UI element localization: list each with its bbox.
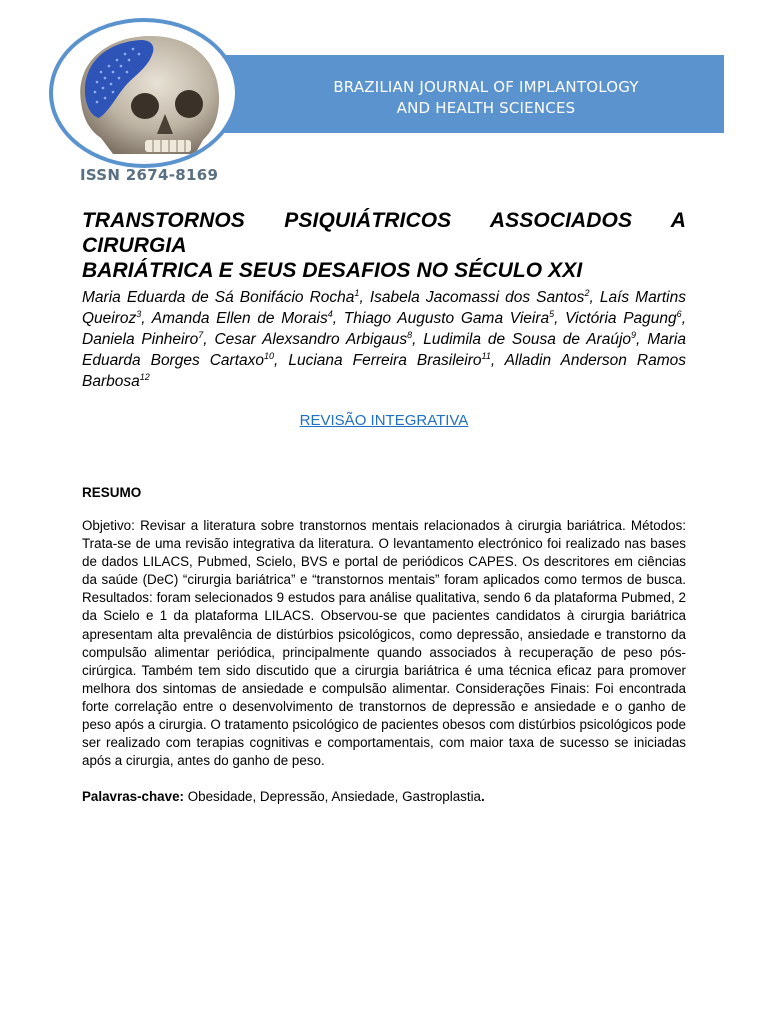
journal-title-line2: AND HEALTH SCIENCES (396, 99, 576, 117)
author-name: Thiago Augusto Gama Vieira (343, 310, 550, 327)
author-name: Maria Eduarda Borges Cartaxo (82, 331, 686, 369)
journal-title (296, 77, 676, 119)
author-affiliation-number: 6 (676, 308, 682, 319)
article-title-line1: TRANSTORNOS PSIQUIÁTRICOS ASSOCIADOS A CIRURGIA (82, 209, 686, 257)
author-name: Maria Eduarda de Sá Bonifácio Rocha (82, 289, 355, 306)
author-affiliation-number: 2 (584, 287, 590, 298)
journal-title-line1: BRAZILIAN JOURNAL OF IMPLANTOLOGY (333, 78, 639, 96)
article-title (82, 208, 686, 283)
author-affiliation-number: 4 (327, 308, 333, 319)
author-list: Maria Eduarda de Sá Bonifácio Rocha$^1$, Isabela Jacomassi dos Santos$^2$, Laís Martins Queiroz$^3$, Amanda Ellen de Morais$^4$, Thiago Augusto Gama Vieira$^5$, Victória Pagung$^6$, Daniela Pinheiro$^7$, Cesar Alexsandro Arbigaus$^8$, Ludimila de Sousa de Araújo$^9$, Maria Eduarda Borges Cartaxo$^{10}$, Luciana Ferreira Brasileiro$^{11}$, Alladin Anderson Ramos Barbosa$^{12}$ (82, 287, 686, 390)
article-type-link[interactable]: REVISÃO INTEGRATIVA (299, 412, 469, 429)
article-title-line2: BARIÁTRICA E SEUS DESAFIOS NO SÉCULO XXI (82, 259, 583, 282)
author-affiliation-number: 3 (136, 308, 142, 319)
author-name: Luciana Ferreira Brasileiro (288, 352, 482, 369)
issn-label: ISSN 2674-8169 (80, 166, 219, 184)
author-name: Isabela Jacomassi dos Santos (369, 289, 585, 306)
keywords-text: Obesidade, Depressão, Ansiedade, Gastroplastia (184, 789, 482, 804)
author-affiliation-number: 8 (407, 329, 413, 340)
skull-implant-logo-icon (49, 18, 239, 168)
author-affiliation-number: 9 (631, 329, 637, 340)
keywords-end: . (481, 789, 485, 804)
journal-header (0, 0, 768, 200)
author-name: Alladin Anderson Ramos Barbosa (82, 352, 686, 390)
author-affiliation-number: 12 (139, 371, 150, 382)
author-affiliation-number: 7 (198, 329, 204, 340)
author-name: Cesar Alexsandro Arbigaus (214, 331, 408, 348)
author-affiliation-number: 10 (264, 350, 275, 361)
author-name: Daniela Pinheiro (82, 331, 199, 348)
author-affiliation-number: 5 (549, 308, 555, 319)
keywords (82, 788, 686, 806)
author-name: Laís Martins Queiroz (82, 289, 686, 327)
author-name: Ludimila de Sousa de Araújo (423, 331, 632, 348)
author-name: Victória Pagung (565, 310, 677, 327)
author-affiliation-number: 1 (354, 287, 360, 298)
keywords-label: Palavras-chave: (82, 789, 184, 804)
author-name: Amanda Ellen de Morais (151, 310, 328, 327)
abstract-text: Objetivo: Revisar a literatura sobre transtornos mentais relacionados à cirurgia bariátrica. Métodos: Trata-se de uma revisão integrativa da literatura. O levantamento electrónico foi realizado nas bases de dados LILACS, Pubmed, Scielo, BVS e portal de periódicos CAPES. Os descritores em ciências da saúde (DeC) “cirurgia bariátrica” e “transtornos mentais” foram aplicados como termos de busca. Resultados: foram selecionados 9 estudos para análise qualitativa, sendo 6 da plataforma Pubmed, 2 da Scielo e 1 da plataforma LILACS. Observou-se que pacientes candidatos à cirurgia bariátrica apresentam alta prevalência de distúrbios psicológicos, como depressão, ansiedade e transtorno da compulsão alimentar periódica, principalmente quando associados à recuperação de peso pós-cirúrgica. Também tem sido discutido que a cirurgia bariátrica é uma técnica eficaz para promover melhora dos sintomas de ansiedade e compulsão alimentar. Considerações Finais: Foi encontrada forte correlação entre o desenvolvimento de transtornos de depressão e ansiedade e o ganho de peso após a cirurgia. O tratamento psicológico de pacientes obesos com distúrbios psicológicos pode ser realizado com terapias cognitivas e comportamentais, com maior taxa de sucesso se iniciadas após a cirurgia, antes do ganho de peso. (82, 518, 686, 769)
author-affiliation-number: 11 (481, 350, 491, 361)
article-content (82, 208, 686, 804)
abstract-heading: RESUMO (82, 485, 142, 500)
